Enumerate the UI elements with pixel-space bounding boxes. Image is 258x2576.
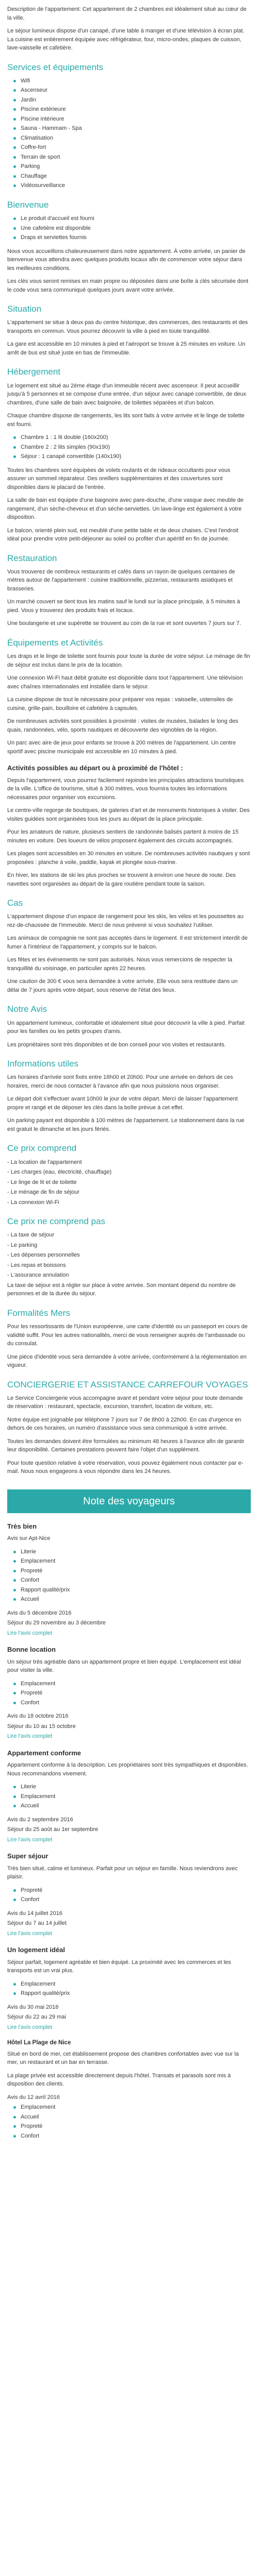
intro-paragraph-2: Le séjour lumineux dispose d'un canapé, d'une table à manger et d'une télévision à écran plat. La cuisine est entièrement équipée avec réfrigérateur, four, micro-ondes, plaques de cuisson, lave-vaisselle et cafetière. [7,28,245,51]
list-item: Accueil [21,2113,251,2122]
list-item: Emplacement [21,1980,251,1989]
section-title-ce-prix-ne-comprend-pas: Ce prix ne comprend pas [7,1216,105,1226]
section-title-hebergement: Hébergement [7,367,61,377]
review-heading: Un logement idéal [7,1946,65,1954]
intro-paragraph-1: Description de l'appartement: Cet appartement de 2 chambres est idéalement situé au cœur de la ville. [7,6,247,21]
list-item: Piscine extérieure [21,105,251,114]
review-heading: Super séjour [7,1852,49,1860]
equipements-paragraph: Une connexion Wi-Fi haut débit gratuite est disponible dans tout l'appartement. Une télévision avec chaînes internationales est installée dans le séjour. [7,675,243,690]
comprend-item: - Le linge de lit et de toilette [7,1179,77,1185]
bienvenue-list [7,214,251,242]
cas-paragraph: Les animaux de compagnie ne sont pas acceptés dans le logement. Il est strictement interdit de fumer à l'intérieur de l'appartement, y compris sur le balcon. [7,935,248,950]
review-date: Avis du 2 septembre 2016 [7,1816,73,1823]
list-item: Literie [21,1783,251,1791]
list-item: Vidéosurveillance [21,181,251,190]
review-date: Avis du 18 octobre 2016 [7,1713,69,1720]
list-item: Emplacement [21,2103,251,2112]
list-item: Propreté [21,1567,251,1575]
review-block [7,1748,251,1844]
informations-paragraph: Un parking payant est disponible à 100 mètres de l'appartement. Le stationnement dans la rue est gratuit le dimanche et les jours fériés. [7,1117,245,1132]
equipements-paragraph: Un parc avec aire de jeux pour enfants se trouve à 200 mètres de l'appartement. Un centre sportif avec piscine municipale est accessible en 10 minutes à pied. [7,740,236,755]
list-item: Accueil [21,1802,251,1810]
list-item: Séjour : 1 canapé convertible (140x190) [21,452,251,461]
review-sub: Très bien situé, calme et lumineux. Parfait pour un séjour en famille. Nous reviendrons avec plaisir. [7,1865,238,1880]
review-link[interactable]: Lire l'avis complet [7,1836,53,1843]
cas-paragraph: Une caution de 300 € vous sera demandée à votre arrivée. Elle vous sera restituée dans un délai de 7 jours après votre départ, sous réserve de l'état des lieux. [7,978,238,993]
equipements-paragraph: Les draps et le linge de toilette sont fournis pour toute la durée de votre séjour. Le ménage de fin de séjour est inclus dans le prix de la location. [7,653,250,668]
hebergement-extra-paragraph: La salle de bain est équipée d'une baignoire avec pare-douche, d'une vasque avec meuble de rangement, d'un sèche-cheveux et d'un sèche-serviettes. Un lave-linge est également à votre disposition. [7,497,244,520]
hotel-paragraph: Situé en bord de mer, cet établissement propose des chambres confortables avec vue sur la mer, un restaurant et un bar en terrasse. [7,2050,239,2065]
list-item: Confort [21,2132,251,2141]
section-title-services: Services et équipements [7,62,104,72]
hotel-criteria-list [7,2103,251,2140]
bienvenue-paragraph: Les clés vous seront remises en main propre ou déposées dans une boîte à clés sécurisée dont le code vous sera communiqué quelques jours avant votre arrivée. [7,278,249,293]
section-title-notre-avis: Notre Avis [7,1004,47,1014]
hotel-date: Avis du 12 avril 2016 [7,2094,60,2100]
list-item: Emplacement [21,1792,251,1801]
equipements-sub-paragraph: En hiver, les stations de ski les plus proches se trouvent à environ une heure de route. Des navettes sont organisées au départ de la gare routière pendant toute la saison. [7,872,236,887]
section-title-restauration: Restauration [7,553,57,563]
list-item: Emplacement [21,1557,251,1566]
situation-paragraph: L'appartement se situe à deux pas du centre historique, des commerces, des restaurants et des transports en commun. Vous pourrez découvrir la ville à pied en toute tranquillité. [7,319,248,334]
review-note: Séjour du 22 au 29 mai [7,2014,66,2021]
review-heading: Bonne location [7,1646,56,1654]
review-link[interactable]: Lire l'avis complet [7,1733,53,1740]
list-item: Accueil [21,1595,251,1604]
list-item: Chambre 2 : 2 lits simples (90x190) [21,443,251,452]
review-heading: Très bien [7,1522,37,1530]
hotel-name: Hôtel La Plage de Nice [7,2040,71,2046]
review-sub: Séjour parfait, logement agréable et bien équipé. La proximité avec les commerces et les transports est un vrai plus. [7,1959,231,1974]
section-title-formalites: Formalités Mers [7,1308,70,1318]
list-item: Le produit d'accueil est fourni [21,214,251,223]
list-item: Ascenseur [21,86,251,95]
review-note: Séjour du 10 au 15 octobre [7,1723,76,1730]
section-title-cas: Cas [7,898,23,908]
informations-paragraph: Le départ doit s'effectuer avant 10h00 le jour de votre départ. Merci de laisser l'appartement propre et rangé et de déposer les clés dans la boîte prévue à cet effet. [7,1096,238,1111]
review-link[interactable]: Lire l'avis complet [7,1630,53,1636]
restauration-paragraph: Vous trouverez de nombreux restaurants et cafés dans un rayon de quelques centaines de mètres autour de l'appartement : cuisine traditionnelle, pizzerias, restaurants asiatiques et brasseries. [7,568,235,592]
list-item: Draps et serviettes fournis [21,233,251,242]
list-item: Confort [21,1699,251,1707]
review-date: Avis du 14 juillet 2016 [7,1910,62,1917]
review-link[interactable]: Lire l'avis complet [7,2024,53,2030]
reviews-banner: Note des voyageurs [7,1489,251,1513]
ne-comprend-item: - Le parking [7,1242,38,1248]
list-item: Chauffage [21,172,251,181]
list-item: Propreté [21,1689,251,1698]
ne-comprend-item: - Les repas et boissons [7,1262,66,1268]
review-date: Avis du 30 mai 2016 [7,2004,59,2010]
section-title-equipements: Équipements et Activités [7,637,103,648]
equipements-paragraph: De nombreuses activités sont possibles à proximité : visites de musées, balades le long des quais, randonnées, vélo, sports nautiques et découverte des vignobles de la région. [7,718,238,733]
list-item: Emplacement [21,1680,251,1688]
review-sub: Avis sur Apt-Nice [7,1535,51,1542]
hebergement-paragraph: Chaque chambre dispose de rangements, les lits sont faits à votre arrivée et le linge de toilette est fourni. [7,413,245,428]
comprend-item: - Le ménage de fin de séjour [7,1189,80,1195]
section-title-bienvenue: Bienvenue [7,199,49,210]
equipements-subtitle: Activités possibles au départ ou à proximité de l'hôtel : [7,764,183,772]
formalites-paragraph: Une pièce d'identité vous sera demandée à votre arrivée, conformément à la réglementation en vigueur. [7,1353,247,1368]
equipements-paragraph: La cuisine dispose de tout le nécessaire pour préparer vos repas : vaisselle, ustensiles de cuisine, grille-pain, bouilloire et cafetière à capsules. [7,697,233,711]
review-criteria-list [7,1886,251,1904]
cas-paragraph: L'appartement dispose d'un espace de rangement pour les skis, les vélos et les poussettes au rez-de-chaussée de l'immeuble. Merci de nous prévenir si vous souhaitez l'utiliser. [7,913,244,928]
ne-comprend-paragraph: La taxe de séjour est à régler sur place à votre arrivée. Son montant dépend du nombre de personnes et de la durée du séjour. [7,1282,236,1297]
review-date: Avis du 5 décembre 2016 [7,1609,72,1616]
restauration-paragraph: Une boulangerie et une supérette se trouvent au coin de la rue et sont ouvertes 7 jours sur 7. [7,620,241,627]
ne-comprend-item: - Les dépenses personnelles [7,1252,80,1259]
list-item: Chambre 1 : 1 lit double (160x200) [21,433,251,442]
equipements-sub-paragraph: Pour les amateurs de nature, plusieurs sentiers de randonnée balisés partent à moins de 15 minutes en voiture. Des loueurs de vélos proposent également des circuits accompagnés. [7,829,239,844]
list-item: Climatisation [21,134,251,143]
hebergement-extra-paragraph: Toutes les chambres sont équipées de volets roulants et de rideaux occultants pour vous assurer un sommeil réparateur. Des oreillers supplémentaires et des couvertures sont disponibles dans le placard de l'entrée. [7,467,231,490]
review-criteria-list [7,1680,251,1707]
review-sub: Un séjour très agréable dans un appartement propre et bien équipé. L'emplacement est idéal pour visiter la ville. [7,1658,241,1674]
review-criteria-list [7,1548,251,1604]
services-list [7,77,251,190]
notre-avis-paragraph: Les propriétaires sont très disponibles et de bon conseil pour vos visites et restaurants. [7,1041,226,1048]
bienvenue-paragraph: Nous vous accueillons chaleureusement dans notre appartement. À votre arrivée, un panier de bienvenue vous attendra avec quelques produits locaux afin de commencer votre séjour dans les meilleures conditions. [7,248,246,272]
conciergerie-paragraph: Toutes les demandes doivent être formulées au minimum 48 heures à l'avance afin de garantir leur disponibilité. Certaines prestations peuvent faire l'objet d'un supplément. [7,1438,245,1453]
list-item: Wifi [21,77,251,86]
list-item: Coffre-fort [21,143,251,152]
conciergerie-paragraph: Notre équipe est joignable par téléphone 7 jours sur 7 de 8h00 à 22h00. En cas d'urgence en dehors de ces horaires, un numéro d'assistance vous sera communiqué à votre arrivée. [7,1416,241,1432]
restauration-paragraph: Un marché couvert se tient tous les matins sauf le lundi sur la place principale, à 5 minutes à pied. Vous y trouverez des produits frais et locaux. [7,599,240,614]
section-title-conciergerie: CONCIERGERIE ET ASSISTANCE CARREFOUR VOYAGES [7,1379,248,1389]
review-block [7,1945,251,2031]
comprend-item: - La connexion Wi-Fi [7,1199,59,1206]
hebergement-extra-paragraph: Le balcon, orienté plein sud, est meublé d'une petite table et de deux chaises. C'est l'endroit idéal pour prendre votre petit-déjeuner au soleil ou profiter d'un apéritif en fin de journée. [7,527,238,542]
list-item: Confort [21,1576,251,1585]
list-item: Rapport qualité/prix [21,1586,251,1595]
list-item: Jardin [21,96,251,105]
equipements-sub-paragraph: Le centre-ville regorge de boutiques, de galeries d'art et de monuments historiques à visiter. Des visites guidées sont organisées tous les jours au départ de la place principale. [7,807,250,822]
section-title-ce-prix-comprend: Ce prix comprend [7,1143,77,1154]
review-heading: Appartement conforme [7,1749,82,1757]
review-block [7,1645,251,1741]
review-note: Séjour du 7 au 14 juillet [7,1920,67,1927]
list-item: Literie [21,1548,251,1556]
hebergement-paragraph: Le logement est situé au 2ème étage d'un immeuble récent avec ascenseur. Il peut accueillir jusqu'à 5 personnes et se compose d'une entrée, d'un séjour avec canapé convertible, de deux chambres, d'une salle de bain avec baignoire, de toilettes séparées et d'un balcon. [7,382,247,406]
section-title-situation: Situation [7,304,42,314]
review-note: Séjour du 25 août au 1er septembre [7,1826,99,1833]
comprend-item: - Les charges (eau, électricité, chauffage) [7,1169,112,1175]
review-link[interactable]: Lire l'avis complet [7,1930,53,1937]
ne-comprend-item: - L'assurance annulation [7,1272,69,1279]
informations-paragraph: Les horaires d'arrivée sont fixés entre 16h00 et 20h00. Pour une arrivée en dehors de ces horaires, merci de nous contacter à l'avance afin que nous puissions nous organiser. [7,1074,233,1089]
equipements-sub-paragraph: Depuis l'appartement, vous pourrez facilement rejoindre les principales attractions touristiques de la ville. L'office de tourisme, situé à 300 mètres, vous fournira toutes les informations nécessaires pour organiser vos excursions. [7,777,244,801]
review-block [7,1521,251,1638]
conciergerie-paragraph: Le Service Conciergerie vous accompagne avant et pendant votre séjour pour toute demande de réservation : restaurant, spectacle, excursion, transfert, location de voiture, etc. [7,1395,243,1410]
list-item: Une cafetière est disponible [21,224,251,233]
comprend-item: - La location de l'appartement [7,1159,82,1165]
review-sub: Appartement conforme à la description. Les propriétaires sont très sympathiques et disponibles. Nous recommandons vivement. [7,1762,248,1777]
notre-avis-paragraph: Un appartement lumineux, confortable et idéalement situé pour découvrir la ville à pied. Parfait pour les familles ou les petits groupes d'amis. [7,1020,245,1035]
equipements-sub-paragraph: Les plages sont accessibles en 30 minutes en voiture. De nombreuses activités nautiques y sont proposées : planche à voile, paddle, kayak et plongée sous-marine. [7,851,250,866]
hebergement-details-list [7,433,251,461]
list-item: Propreté [21,1886,251,1895]
review-criteria-list [7,1783,251,1810]
list-item: Propreté [21,2122,251,2131]
review-block [7,1851,251,1938]
review-criteria-list [7,1980,251,1998]
list-item: Confort [21,1895,251,1904]
cas-paragraph: Les fêtes et les événements ne sont pas autorisés. Nous vous remercions de respecter la tranquillité du voisinage, en particulier après 22 heures. [7,957,232,972]
review-note: Séjour du 29 novembre au 3 décembre [7,1620,106,1626]
list-item: Sauna - Hammam - Spa [21,124,251,133]
ne-comprend-item: - La taxe de séjour [7,1232,55,1239]
hotel-paragraph: La plage privée est accessible directement depuis l'hôtel. Transats et parasols sont mis à disposition des clients. [7,2072,231,2087]
list-item: Parking [21,162,251,171]
situation-paragraph: La gare est accessible en 10 minutes à pied et l'aéroport se trouve à 25 minutes en voiture. Un arrêt de bus est situé juste en bas de l'immeuble. [7,341,246,356]
section-title-informations-utiles: Informations utiles [7,1059,78,1069]
conciergerie-paragraph: Pour toute question relative à votre réservation, vous pouvez également nous contacter par e-mail. Nous nous engageons à vous répondre dans les 24 heures. [7,1460,244,1475]
list-item: Piscine intérieure [21,115,251,124]
list-item: Rapport qualité/prix [21,1989,251,1998]
formalites-paragraph: Pour les ressortissants de l'Union européenne, une carte d'identité ou un passeport en cours de validité suffit. Pour les autres nationalités, merci de vous renseigner auprès de l'ambassade ou du consulat. [7,1324,248,1347]
list-item: Terrain de sport [21,153,251,162]
